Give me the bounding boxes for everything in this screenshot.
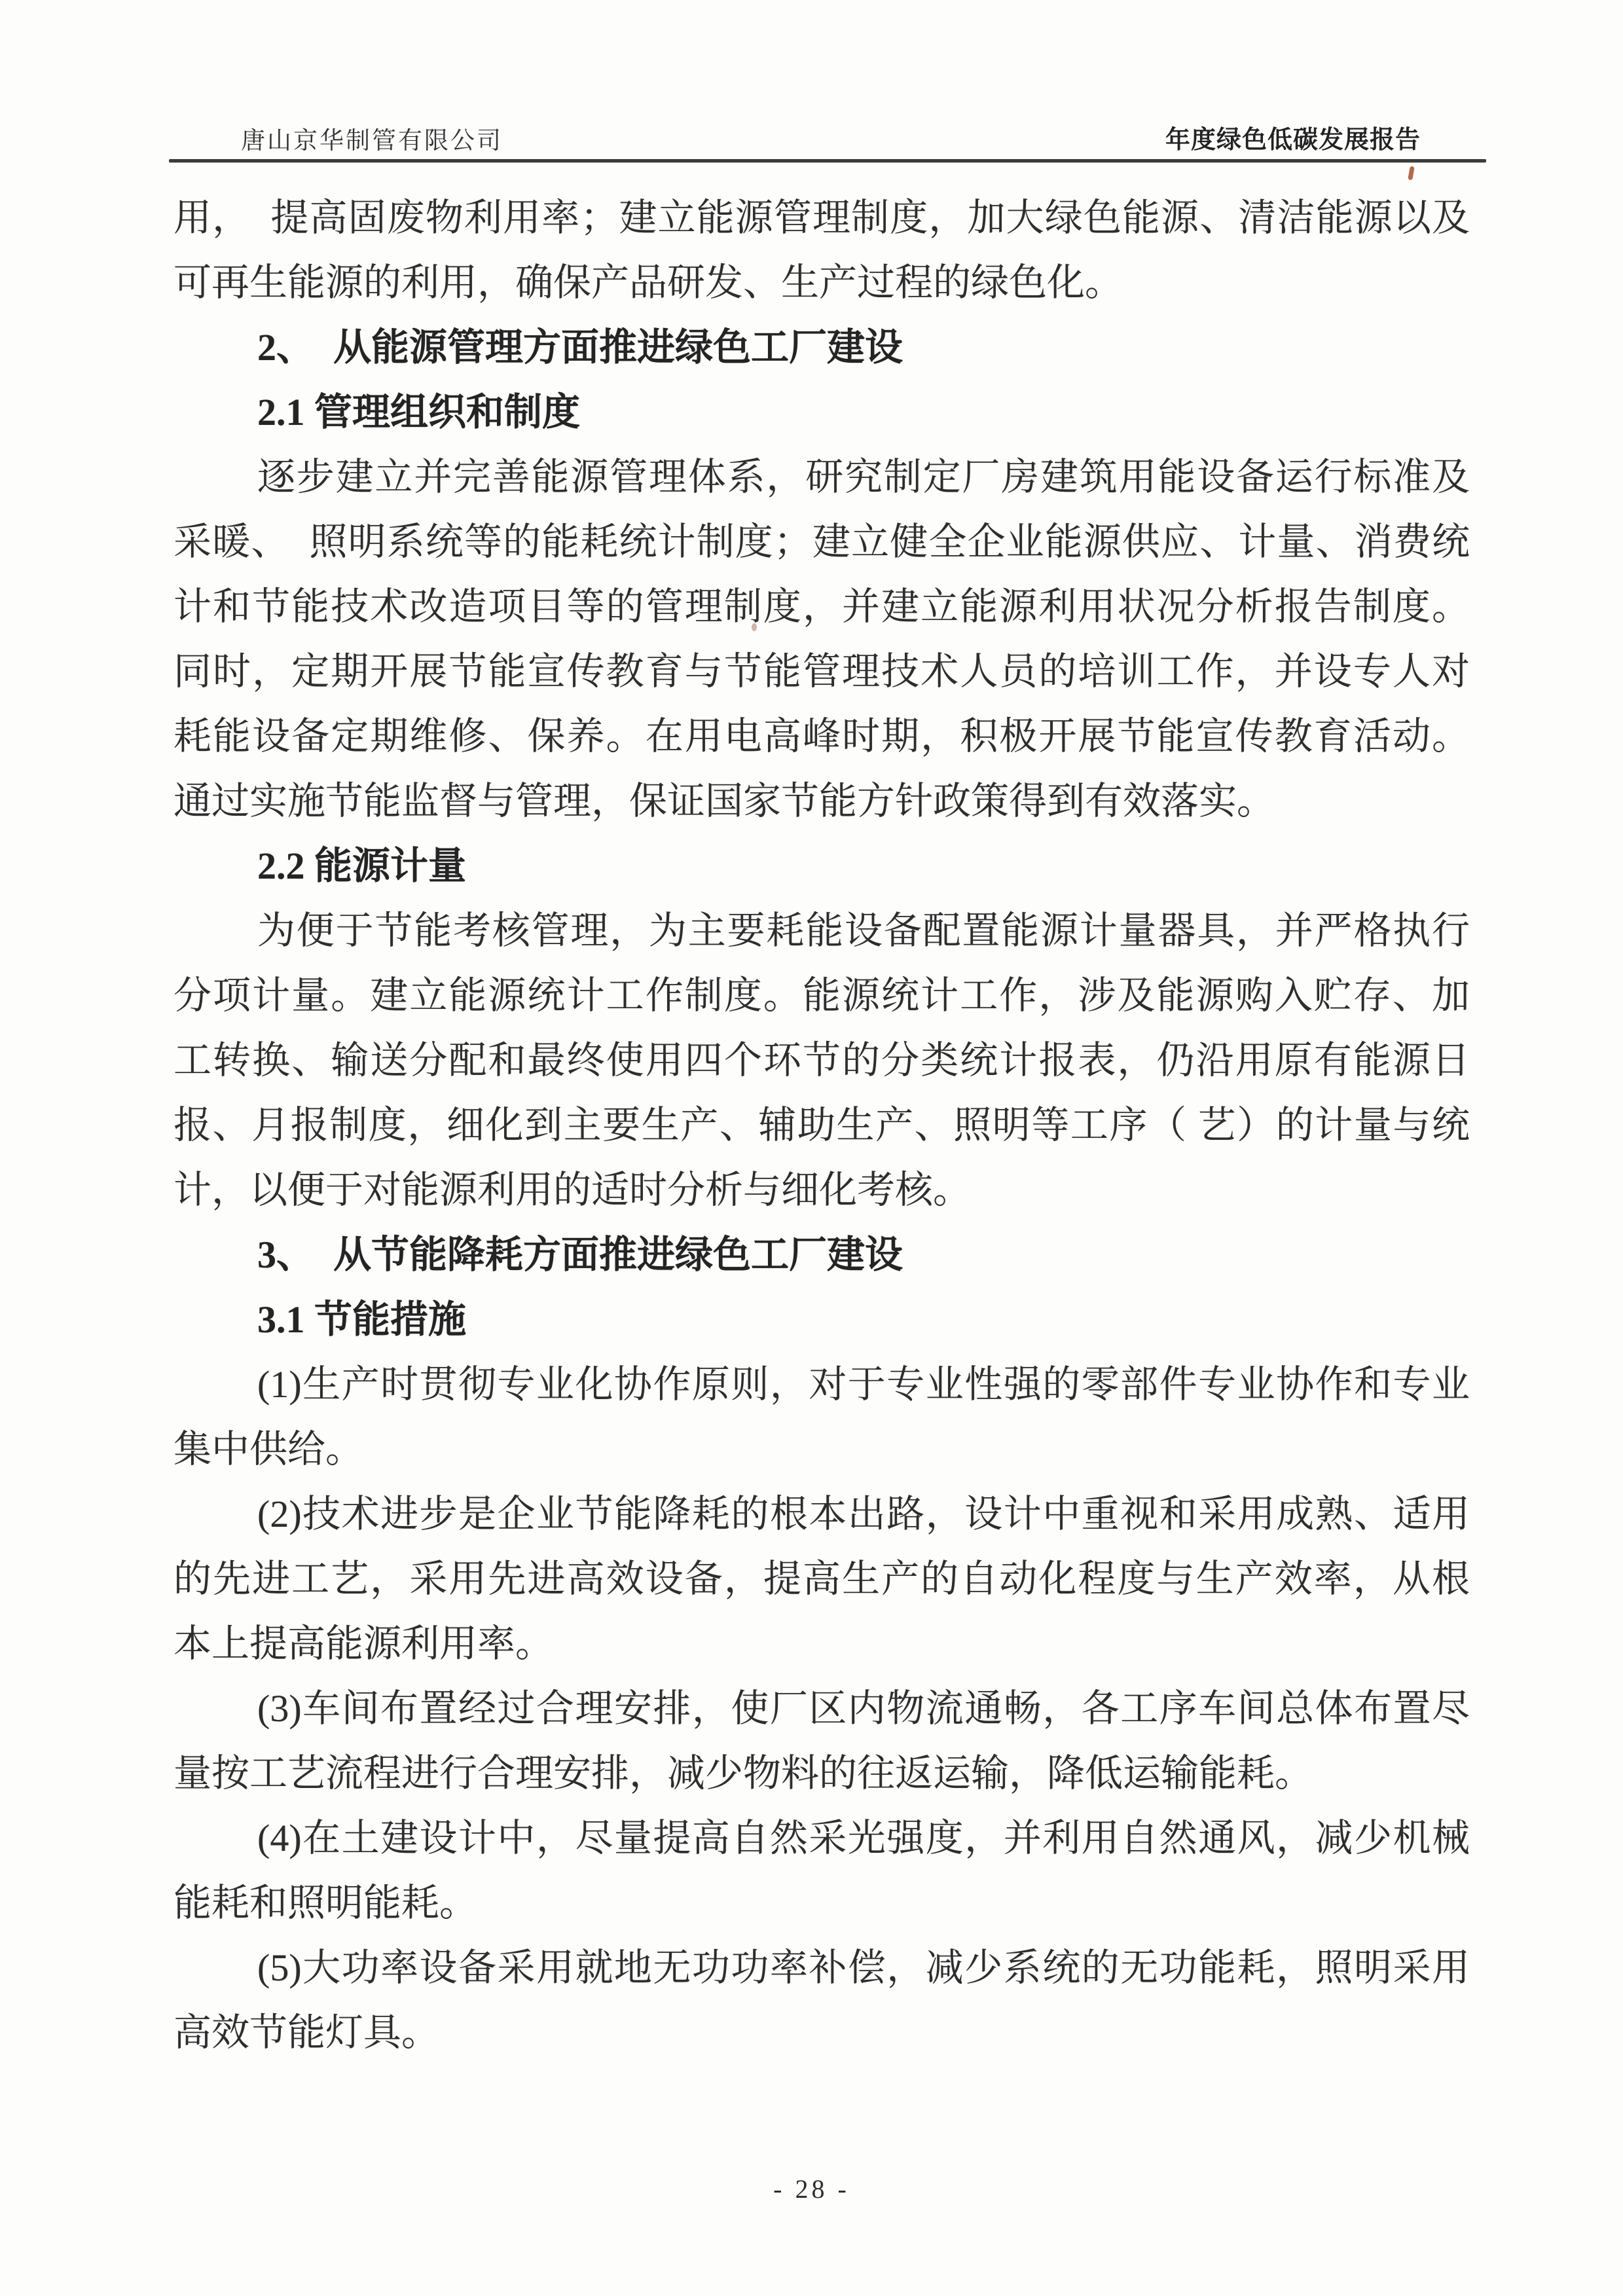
body-text-line: 能耗和照明能耗。 bbox=[173, 1882, 478, 1924]
heading-section-3-1: 3.1 节能措施 bbox=[257, 1298, 467, 1341]
body-text-line: 逐步建立并完善能源管理体系，研究制定厂房建筑用能设备运行标准及 bbox=[257, 456, 1470, 498]
body-text-line: (3)车间布置经过合理安排，使厂区内物流通畅，各工序车间总体布置尽 bbox=[257, 1687, 1470, 1730]
heading-section-3: 3、 从节能降耗方面推进绿色工厂建设 bbox=[257, 1233, 903, 1276]
body-text-line: 分项计量。建立能源统计工作制度。能源统计工作，涉及能源购入贮存、加 bbox=[173, 974, 1470, 1017]
body-text-line: (1)生产时贯彻专业化协作原则，对于专业性强的零部件专业协作和专业 bbox=[257, 1363, 1470, 1406]
header-rule bbox=[169, 159, 1486, 162]
body-text-line: 计和节能技术改造项目等的管理制度，并建立能源利用状况分析报告制度。 bbox=[173, 585, 1470, 628]
heading-section-2: 2、 从能源管理方面推进绿色工厂建设 bbox=[257, 326, 903, 369]
body-text-line: 通过实施节能监督与管理，保证国家节能方针政策得到有效落实。 bbox=[173, 780, 1275, 822]
body-text-line: 用， 提高固废物利用率；建立能源管理制度，加大绿色能源、清洁能源以及 bbox=[173, 196, 1470, 239]
body-text-line: 为便于节能考核管理，为主要耗能设备配置能源计量器具，并严格执行 bbox=[257, 909, 1470, 952]
heading-section-2-2: 2.2 能源计量 bbox=[257, 845, 467, 887]
body-text-line: 本上提高能源利用率。 bbox=[173, 1622, 554, 1665]
body-text-line: 的先进工艺，采用先进高效设备，提高生产的自动化程度与生产效率，从根 bbox=[173, 1558, 1470, 1600]
body-text-line: 计，以便于对能源利用的适时分析与细化考核。 bbox=[173, 1169, 972, 1211]
scan-artifact bbox=[1408, 166, 1415, 181]
body-text-line: 耗能设备定期维修、保养。在用电高峰时期，积极开展节能宣传教育活动。 bbox=[173, 715, 1470, 757]
body-text-line: (2)技术进步是企业节能降耗的根本出路，设计中重视和采用成熟、适用 bbox=[257, 1493, 1470, 1535]
body-text-line: 集中供给。 bbox=[173, 1428, 364, 1470]
body-text-line: 同时，定期开展节能宣传教育与节能管理技术人员的培训工作，并设专人对 bbox=[173, 650, 1470, 693]
heading-section-2-1: 2.1 管理组织和制度 bbox=[257, 391, 581, 433]
document-body bbox=[173, 185, 1470, 2065]
header-company-name: 唐山京华制管有限公司 bbox=[241, 128, 503, 155]
body-text-line: 量按工艺流程进行合理安排，减少物料的往返运输，降低运输能耗。 bbox=[173, 1752, 1313, 1795]
body-text-line: (5)大功率设备采用就地无功功率补偿，减少系统的无功能耗，照明采用 bbox=[257, 1946, 1470, 1989]
body-text-line: 报、月报制度，细化到主要生产、辅助生产、照明等工序（ 艺）的计量与统 bbox=[173, 1104, 1470, 1146]
body-text-line: 可再生能源的利用，确保产品研发、生产过程的绿色化。 bbox=[173, 261, 1123, 304]
page-number: - 28 - bbox=[773, 2174, 850, 2204]
body-text-line: 采暖、 照明系统等的能耗统计制度；建立健全企业能源供应、计量、消费统 bbox=[173, 520, 1470, 563]
header-report-title: 年度绿色低碳发展报告 bbox=[1165, 126, 1421, 154]
body-text-line: 工转换、输送分配和最终使用四个环节的分类统计报表，仍沿用原有能源日 bbox=[173, 1039, 1470, 1082]
body-text-line: 高效节能灯具。 bbox=[173, 2011, 440, 2054]
body-text-line: (4)在土建设计中，尽量提高自然采光强度，并利用自然通风，减少机械 bbox=[257, 1817, 1470, 1859]
